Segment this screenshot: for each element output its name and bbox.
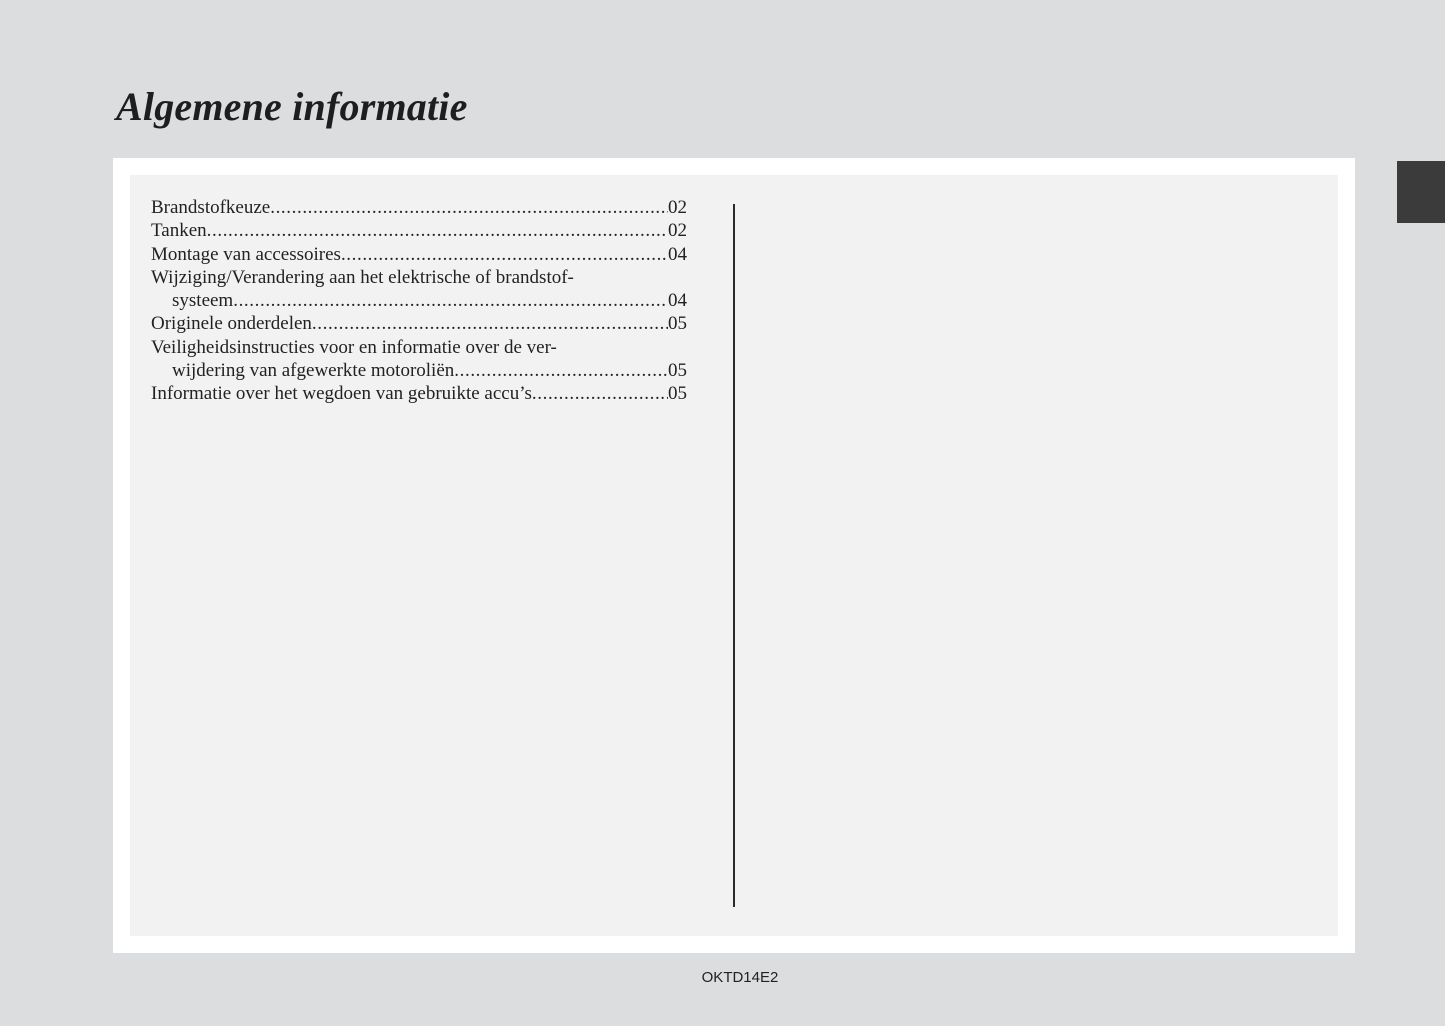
toc-page-number: 04 [668,290,687,312]
page-title: Algemene informatie [116,84,468,129]
toc-dot-leader [454,359,668,382]
toc-entry[interactable] [151,336,687,383]
toc-entry[interactable] [151,266,687,313]
toc-line-continuation [151,289,687,312]
toc-line [151,382,687,405]
toc-entry-label: Informatie over het wegdoen van gebruikte accu’s [151,383,532,405]
toc-page-number: 05 [668,360,687,382]
toc-line [151,219,687,242]
toc-line-continuation [151,359,687,382]
toc-entry-label: Tanken [151,220,207,242]
toc-entry[interactable] [151,196,687,219]
toc-entry-label: Brandstofkeuze [151,197,271,218]
toc-line [151,243,687,266]
toc-dot-leader [270,196,668,219]
document-code: OKTD14E2 [701,969,779,986]
content-frame [113,158,1355,953]
toc-entry[interactable] [151,382,687,405]
toc-dot-leader [207,219,668,242]
toc-page-number: 02 [668,197,687,218]
toc-dot-leader [233,289,668,312]
toc-entry-label: Montage van accessoires [151,243,341,265]
toc-line [151,196,687,219]
toc-entry-label-continuation: systeem [172,290,234,312]
toc-dot-leader [312,312,668,335]
toc-entry[interactable] [151,312,687,335]
toc-line [151,336,687,359]
toc-entry[interactable] [151,219,687,242]
toc-page-number: 05 [668,313,687,335]
toc-entry-label: Originele onderdelen [151,313,312,335]
toc-entry-label: Veiligheidsinstructies voor en informatie over de ver- [151,336,557,358]
column-divider [733,204,735,907]
toc-line [151,312,687,335]
content-panel [130,175,1338,936]
toc-entry-label-continuation: wijdering van afgewerkte motoroliën [172,360,455,382]
toc-dot-leader [532,382,668,405]
table-of-contents [151,196,687,406]
toc-page-number: 02 [668,220,687,242]
toc-page-number: 05 [668,383,687,405]
toc-page-number: 04 [668,243,687,265]
toc-entry-label: Wijziging/Verandering aan het elektrische of brandstof- [151,266,574,288]
toc-dot-leader [341,243,668,266]
toc-line [151,266,687,289]
chapter-tab-marker [1397,161,1445,223]
toc-entry[interactable] [151,243,687,266]
